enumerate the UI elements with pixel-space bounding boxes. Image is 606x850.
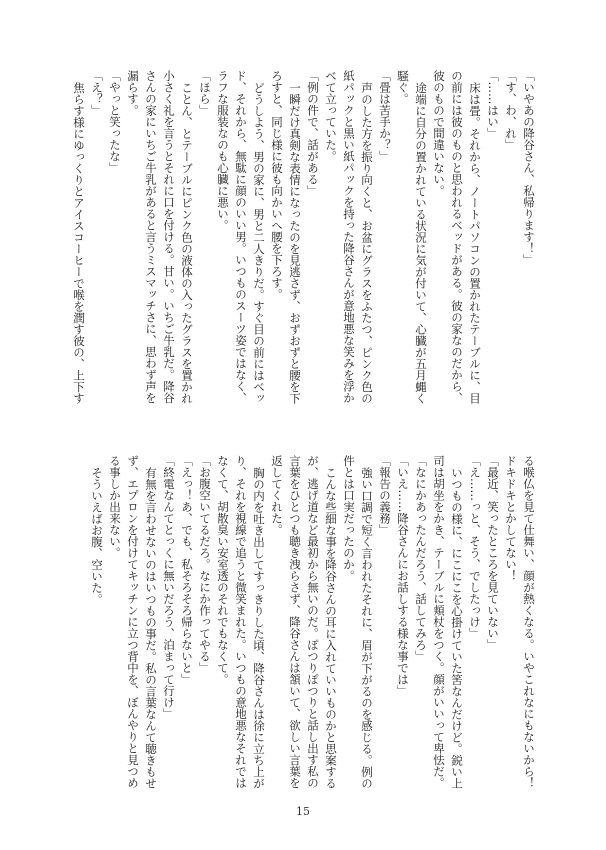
paragraph: 「お腹空いてるだろ。なにか作ってやる」 xyxy=(198,455,212,674)
paragraph: 「いやあの降谷さん、私帰ります！」 xyxy=(522,70,536,266)
paragraph: ことん、とテーブルにピンク色の液体の入ったグラスを置かれ小さく礼を言うとそれに口を付ける。甘い。いちご牛乳だ。降谷さんの家にいちご牛乳があると言うミスマッチさに、思わず声を漏らす。 xyxy=(126,70,194,404)
paragraph: 「終電なんてとっくに無いだろう、泊まって行け」 xyxy=(162,455,176,720)
paragraph: 「報告の義務」 xyxy=(378,455,392,536)
text-tier-lower xyxy=(88,455,538,789)
paragraph: る喉仏を見て仕舞い、顔が熱くなる。いやこれなにもないから！ドキドキとかしてない！ xyxy=(504,455,536,789)
paragraph: 「……はい」 xyxy=(486,70,500,139)
paragraph: 「最近、笑ったところを見ていない」 xyxy=(486,455,500,651)
paragraph: 「例の件で、話がある」 xyxy=(306,70,320,197)
paragraph: そういえばお腹、空いた。 xyxy=(90,466,104,605)
paragraph: 強い口調で短く言われたそれに、眉が下がるのを感じる。例の件とは口実だったのか。 xyxy=(342,455,374,789)
paragraph: 「やっと笑ったな」 xyxy=(108,70,122,174)
page-number: 15 xyxy=(296,805,310,818)
paragraph: 声のした方を振り向くと、お盆にグラスをふたつ、ピンク色の紙パックと黒い紙パックを持った降谷さんが意地悪な笑みを浮かべて立っていた。 xyxy=(324,70,374,404)
paragraph: 一瞬だけ真剣な表情になったのを見逃さず、おずおずと腰を下ろすと、同じ様に彼も向かいへ腰を下ろす。 xyxy=(270,70,302,404)
paragraph: 「え……っと、そう、でしたっけ」 xyxy=(468,455,482,639)
paragraph: 「なにかあったんだろう、話してみろ」 xyxy=(414,455,428,662)
paragraph: 「ほら」 xyxy=(198,70,212,116)
paragraph: 胸の内を吐き出してすっきりした頃、降谷さんは徐に立ち上がり、それを視線で追うと微笑まれた。いつもの意地悪なそれではなくて、胡散臭い安室透のそれでもなくて。 xyxy=(216,455,266,789)
paragraph: どうしよう、男の家に、男と二人きりだ。すぐ目の前にはベッド、それから、無駄に顔のいい男。いつものスーツ姿ではなく、ラフな服装なのも心臓に悪い。 xyxy=(216,70,266,404)
paragraph: 床は畳。それから、ノートパソコンの置かれたテーブルに、目の前には彼のものと思われるベッドがある。彼の家なのだから、彼のもので間違いない。 xyxy=(432,70,482,404)
paragraph: こんな些細な事を降谷さんの耳に入れていいものかと思案するが、逃げ道など最初から無いのだ。ぽつりぽつりと話し出す私の言葉をひとつも聴き洩らさず、降谷さんは頷いて、欲しい言葉を返してくれた。 xyxy=(270,455,338,789)
paragraph: 「いえ……降谷さんにお話しする様な事では」 xyxy=(396,455,410,697)
paragraph: いつもの様に、にこにこを心掛けていた筈なんだけど。鋭い上司は胡坐をかき、テーブルに頬杖をつく。顔がいいって卑怯だ。 xyxy=(432,455,464,789)
paragraph: 「す、わ、れ」 xyxy=(504,70,518,151)
text-tier-upper xyxy=(70,70,538,404)
paragraph: 有無を言わせないのはいつもの事だ。私の言葉なんて聴きもせず、エプロンを付けてキッチンに立つ背中を、ぼんやりと見つめる事しか出来ない。 xyxy=(108,455,158,789)
paragraph: 「畳は苦手か？」 xyxy=(378,70,392,162)
paragraph: 「えっ！あ、でも、私そろそろ帰らないと」 xyxy=(180,455,194,685)
paragraph: 焦らす様にゆっくりとアイスコーヒーで喉を潤す彼の、上下す xyxy=(72,81,86,404)
paragraph: 「え？」 xyxy=(90,70,104,116)
paragraph: 途端に自分の置かれている状況に気が付いて、心臓が五月蝿く騒ぐ。 xyxy=(396,70,428,404)
